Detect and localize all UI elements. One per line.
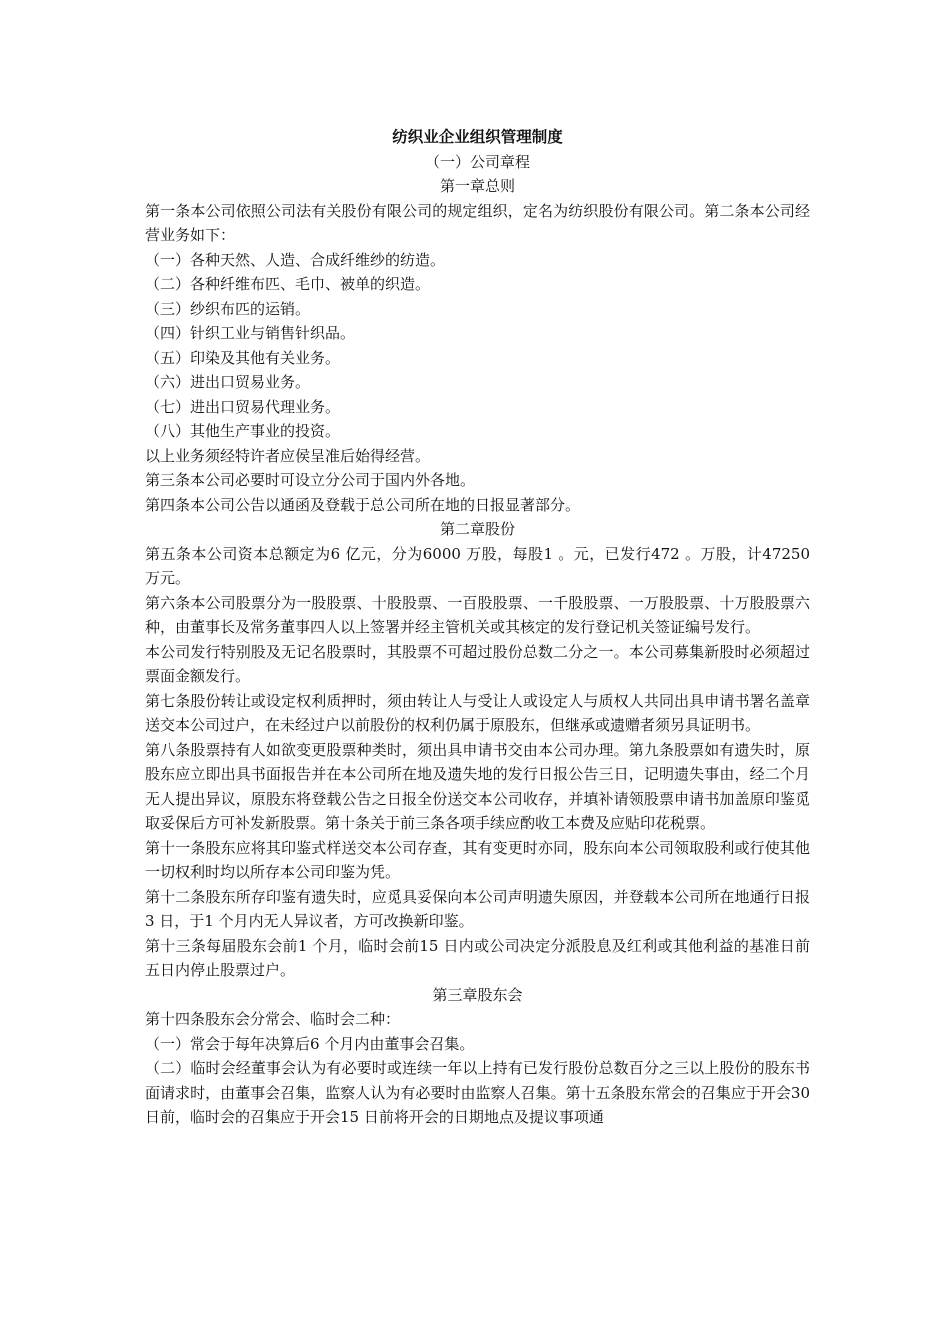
- chapter-heading: 第一章总则: [439, 177, 515, 195]
- paragraph: （一）常会于每年决算后6 个月内由董事会召集。: [145, 1034, 475, 1053]
- paragraph: 第十一条股东应将其印鉴式样送交本公司存查，其有变更时亦同，股东向本公司领取股利或行使其他一切权利时均以所存本公司印鉴为凭。: [145, 838, 810, 881]
- paragraph: 第十三条每届股东会前1 个月，临时会前15 日内或公司决定分派股息及红利或其他利益的基准日前五日内停止股票过户。: [145, 936, 810, 979]
- paragraph: 第三条本公司必要时可设立分公司于国内外各地。: [145, 471, 476, 489]
- paragraph: （四）针织工业与销售针织品。: [145, 324, 356, 342]
- paragraph: 第十二条股东所存印鉴有遗失时，应觅具妥保向本公司声明遗失原因，并登载本公司所在地通行日报3 日，于1 个月内无人异议者，方可改换新印鉴。: [145, 887, 810, 930]
- paragraph: （六）进出口贸易业务。: [145, 373, 311, 391]
- document-title: 纺织业企业组织管理制度: [392, 127, 563, 146]
- document-subtitle: （一）公司章程: [424, 152, 530, 171]
- paragraph: （五）印染及其他有关业务。: [145, 348, 341, 367]
- paragraph: （二）各种纤维布匹、毛巾、被单的织造。: [145, 275, 431, 293]
- paragraph: （二）临时会经董事会认为有必要时或连续一年以上持有已发行股份总数百分之三以上股份的股东书面请求时，由董事会召集，监察人认为有必要时由监察人召集。第十五条股东常会的召集应于开会30 日前，临时会的召集应于开会15 日前将开会的日期地点及提议事项通: [145, 1059, 810, 1126]
- paragraph: 以上业务须经特许者应侯呈准后始得经营。: [145, 446, 431, 465]
- chapter-heading: 第三章股东会: [432, 985, 523, 1004]
- paragraph: 第六条本公司股票分为一股股票、十股股票、一百股股票、一千股股票、一万股股票、十万股股票六种，由董事长及常务董事四人以上签署并经主管机关或其核定的发行登记机关签证编号发行。: [145, 593, 810, 636]
- paragraph: 第八条股票持有人如欲变更股票种类时，须出具申请书交由本公司办理。第九条股票如有遗失时，原股东应立即出具书面报告并在本公司所在地及遗失地的发行日报公告三日，记明遗失事由，经二个月无人提出异议，原股东将登载公告之日报全份送交本公司收存，并填补请领股票申请书加盖原印鉴觅取妥保后方可补发新股票。第十条关于前三条各项手续应酌收工本费及应贴印花税票。: [145, 740, 810, 832]
- chapter-heading: 第二章股份: [439, 520, 515, 538]
- paragraph: 第四条本公司公告以通函及登载于总公司所在地的日报显著部分。: [145, 495, 581, 514]
- paragraph: （八）其他生产事业的投资。: [145, 422, 341, 440]
- document-page: [145, 125, 810, 1130]
- paragraph: 第十四条股东会分常会、临时会二种：: [145, 1010, 401, 1028]
- paragraph: （七）进出口贸易代理业务。: [145, 397, 341, 416]
- paragraph: 第一条本公司依照公司法有关股份有限公司的规定组织，定名为纺织股份有限公司。第二条本公司经营业务如下：: [145, 201, 810, 244]
- paragraph: 第五条本公司资本总额定为6 亿元，分为6000 万股，每股1 。元，已发行472 。万股，计47250 万元。: [145, 544, 810, 587]
- paragraph: 本公司发行特别股及无记名股票时，其股票不可超过股份总数二分之一。本公司募集新股时必须超过票面金额发行。: [145, 642, 810, 685]
- paragraph: （三）纱织布匹的运销。: [145, 299, 311, 318]
- paragraph: （一）各种天然、人造、合成纤维纱的纺造。: [145, 250, 446, 269]
- paragraph: 第七条股份转让或设定权利质押时，须由转让人与受让人或设定人与质权人共同出具申请书署名盖章送交本公司过户，在未经过户以前股份的权利仍属于原股东，但继承或遗赠者须另具证明书。: [145, 691, 810, 734]
